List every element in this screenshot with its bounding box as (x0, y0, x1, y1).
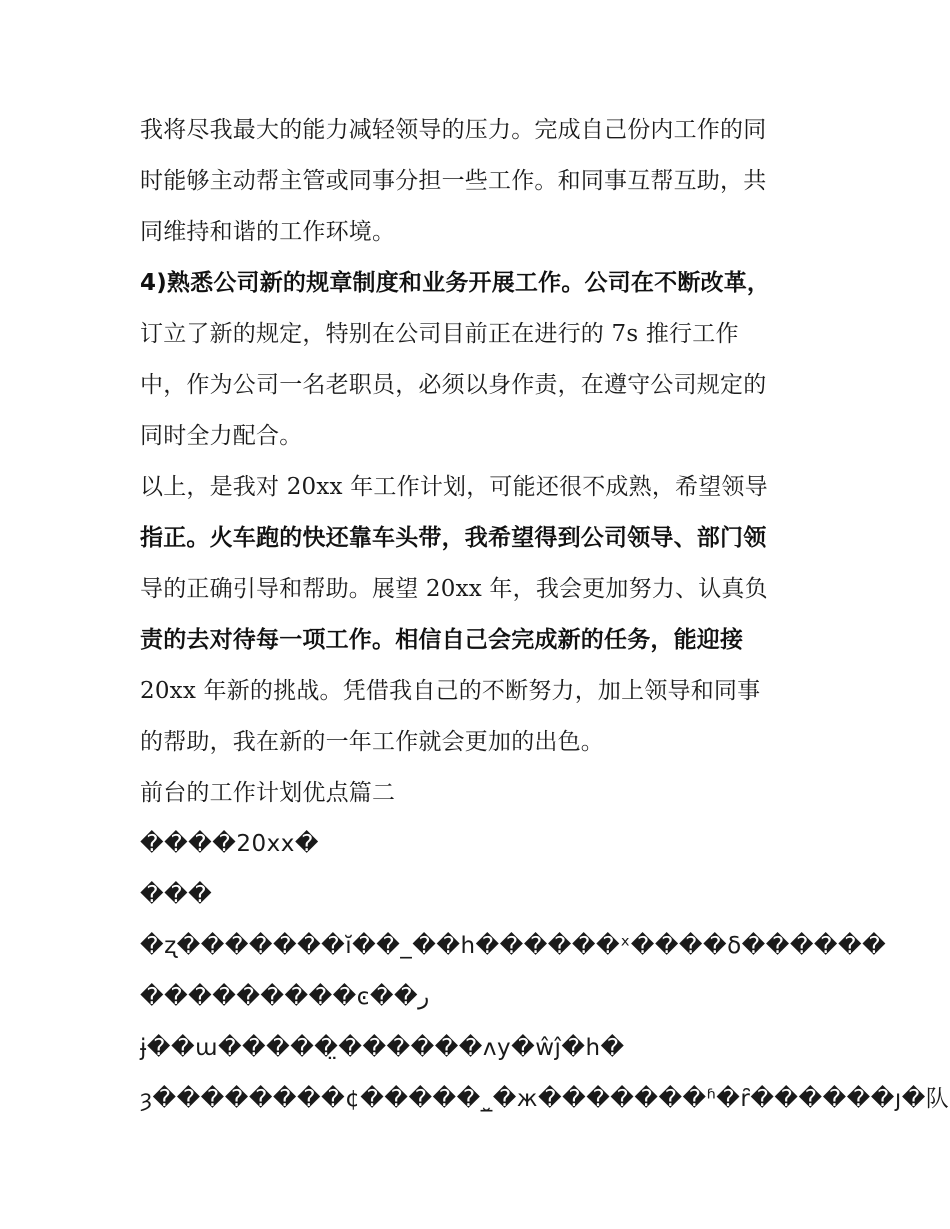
paragraph-line: 责的去对待每一项工作。相信自己会完成新的任务，能迎接 (140, 627, 744, 653)
paragraph-line: 同时全力配合。 (140, 423, 303, 449)
garbled-line: ��� (140, 882, 213, 908)
paragraph-line: 4)熟悉公司新的规章制度和业务开展工作。公司在不断改革， (140, 270, 771, 296)
garbled-line: ɉ��ɯ�����̤������ʌy�ŵĵ�h� (140, 1035, 625, 1061)
garbled-line: ����20xx� (140, 831, 319, 857)
garbled-line: �ʐ�������ĭ��_��h������ˣ����δ������ (140, 933, 887, 959)
paragraph-line: 指正。火车跑的快还靠车头带，我希望得到公司领导、部门领 (140, 525, 767, 551)
garbled-line: ȝ��������¢�����_̮�ж�������ʱ�ȓ������ȷ�队 (140, 1086, 950, 1112)
document-body (140, 105, 950, 1125)
paragraph-line: 时能够主动帮主管或同事分担一些工作。和同事互帮互助，共 (140, 168, 767, 194)
paragraph-line: 的帮助，我在新的一年工作就会更加的出色。 (140, 729, 604, 755)
garbled-line: ���������ͼ��ر (140, 984, 430, 1010)
paragraph-line: 以上，是我对 20xx 年工作计划，可能还很不成熟，希望领导 (140, 474, 768, 500)
paragraph-line: 导的正确引导和帮助。展望 20xx 年，我会更加努力、认真负 (140, 576, 768, 602)
paragraph-line: 订立了新的规定，特别在公司目前正在进行的 7s 推行工作 (140, 321, 739, 347)
section-heading: 前台的工作计划优点篇二 (140, 780, 396, 806)
paragraph-line: 中，作为公司一名老职员，必须以身作责，在遵守公司规定的 (140, 372, 767, 398)
paragraph-line: 20xx 年新的挑战。凭借我自己的不断努力，加上领导和同事 (140, 678, 761, 704)
paragraph-line: 我将尽我最大的能力减轻领导的压力。完成自己份内工作的同 (140, 117, 767, 143)
paragraph-line: 同维持和谐的工作环境。 (140, 219, 396, 245)
